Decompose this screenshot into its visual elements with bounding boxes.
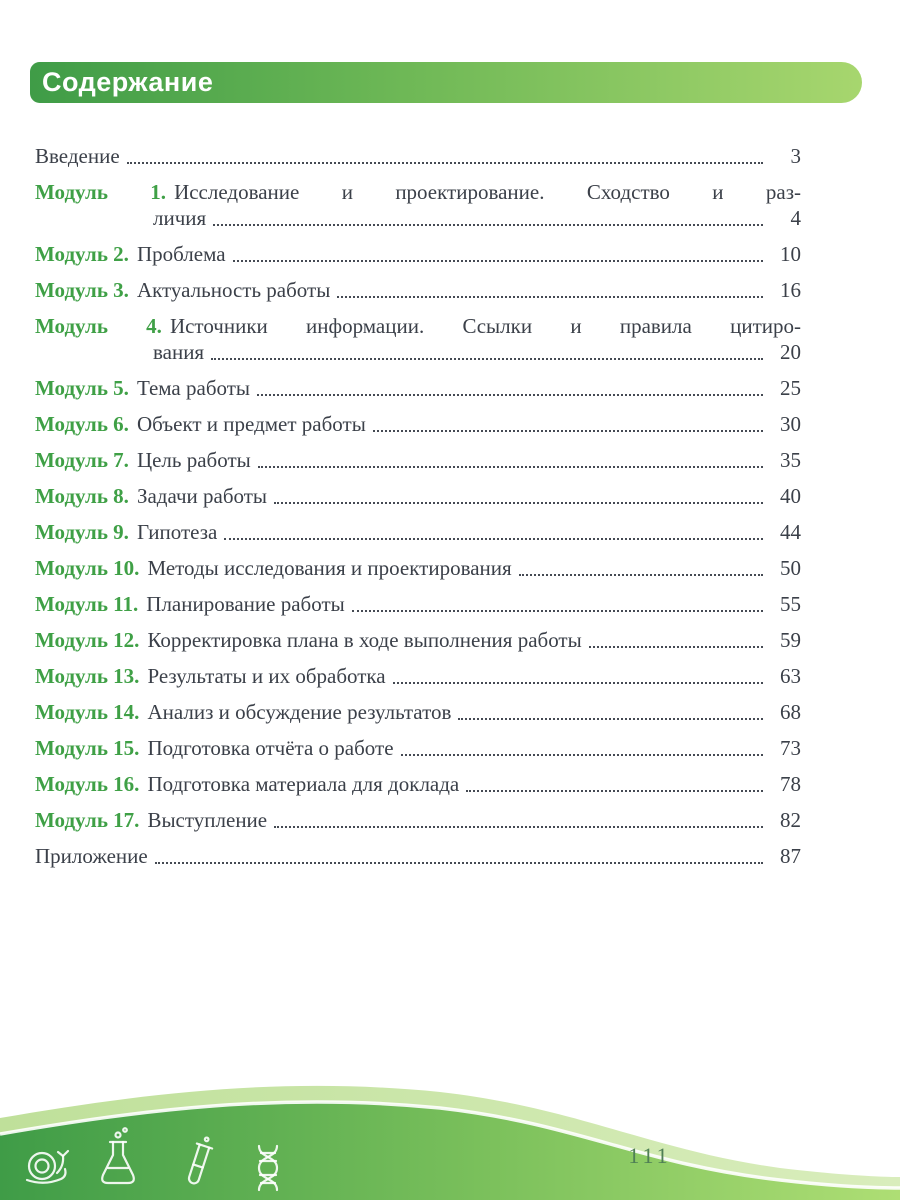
toc-list xyxy=(35,143,801,879)
toc-entry-line xyxy=(35,591,801,617)
dot-leader xyxy=(352,610,763,612)
dot-leader xyxy=(155,862,763,864)
toc-entry xyxy=(35,735,801,761)
entry-page-number: 59 xyxy=(780,628,801,652)
dot-leader xyxy=(589,646,763,648)
entry-page-number: 68 xyxy=(780,700,801,724)
entry-text xyxy=(35,483,267,509)
entry-page-number: 44 xyxy=(780,520,801,544)
entry-text xyxy=(35,807,267,833)
contents-header xyxy=(30,62,862,103)
dot-leader xyxy=(258,466,763,468)
toc-entry-line xyxy=(35,555,801,581)
entry-page-number: 30 xyxy=(780,412,801,436)
toc-entry-line xyxy=(35,843,801,869)
toc-entry-line xyxy=(35,663,801,689)
toc-entry-line xyxy=(35,179,801,205)
toc-entry xyxy=(35,241,801,267)
toc-entry xyxy=(35,555,801,581)
module-label: Модуль 2. xyxy=(35,242,129,266)
module-label: Модуль 10. xyxy=(35,556,140,580)
toc-entry-line xyxy=(35,735,801,761)
entry-title-continued: личия xyxy=(153,206,207,230)
dot-leader xyxy=(393,682,763,684)
book-page-number: 111 xyxy=(628,1143,672,1168)
entry-title: Подготовка материала для доклада xyxy=(147,772,460,796)
module-label: Модуль 11. xyxy=(35,592,139,616)
toc-entry xyxy=(35,483,801,509)
entry-text xyxy=(35,179,801,205)
module-label: Модуль 1. xyxy=(35,180,167,204)
toc-entry xyxy=(35,699,801,725)
toc-entry-line xyxy=(35,807,801,833)
toc-entry-continuation xyxy=(35,205,801,231)
entry-title: Проблема xyxy=(136,242,226,266)
entry-text xyxy=(35,555,512,581)
entry-page-number: 25 xyxy=(780,376,801,400)
toc-entry-line xyxy=(35,411,801,437)
dot-leader xyxy=(274,826,763,828)
entry-page-number: 16 xyxy=(780,278,801,302)
toc-entry xyxy=(35,771,801,797)
entry-text xyxy=(35,277,330,303)
module-label: Модуль 4. xyxy=(35,314,162,338)
toc-entry xyxy=(35,313,801,365)
toc-entry-line xyxy=(35,519,801,545)
toc-entry-line xyxy=(35,447,801,473)
toc-entry-line xyxy=(35,375,801,401)
entry-title: Приложение xyxy=(35,844,148,868)
module-label: Модуль 6. xyxy=(35,412,129,436)
dot-leader xyxy=(127,162,763,164)
toc-entry xyxy=(35,143,801,169)
dot-leader xyxy=(213,224,763,226)
footer-wave-main xyxy=(0,1102,900,1200)
entry-page-number: 78 xyxy=(780,772,801,796)
entry-text xyxy=(35,663,386,689)
module-label: Модуль 5. xyxy=(35,376,129,400)
entry-title: Тема работы xyxy=(136,376,251,400)
module-label: Модуль 13. xyxy=(35,664,140,688)
entry-title: Гипотеза xyxy=(136,520,218,544)
toc-entry xyxy=(35,519,801,545)
toc-entry xyxy=(35,375,801,401)
entry-page-number: 10 xyxy=(780,242,801,266)
entry-title: Корректировка плана в ходе выполнения работы xyxy=(147,628,582,652)
dot-leader xyxy=(373,430,763,432)
entry-title: Задачи работы xyxy=(136,484,268,508)
toc-entry-line xyxy=(35,771,801,797)
entry-page-number: 35 xyxy=(780,448,801,472)
toc-entry xyxy=(35,179,801,231)
module-label: Модуль 15. xyxy=(35,736,140,760)
dot-leader xyxy=(257,394,763,396)
module-label: Модуль 7. xyxy=(35,448,129,472)
entry-page-number: 73 xyxy=(780,736,801,760)
entry-text xyxy=(35,735,394,761)
dot-leader xyxy=(211,358,763,360)
toc-entry xyxy=(35,591,801,617)
entry-text xyxy=(35,699,451,725)
module-label: Модуль 17. xyxy=(35,808,140,832)
toc-entry-line xyxy=(35,277,801,303)
toc-entry-line xyxy=(35,627,801,653)
entry-page-number: 63 xyxy=(780,664,801,688)
entry-title: Введение xyxy=(35,144,120,168)
toc-entry-line xyxy=(35,241,801,267)
module-label: Модуль 12. xyxy=(35,628,140,652)
entry-page-number: 20 xyxy=(780,340,801,364)
toc-entry-line xyxy=(35,699,801,725)
entry-title: Планирование работы xyxy=(146,592,345,616)
toc-entry-line xyxy=(35,313,801,339)
dot-leader xyxy=(401,754,763,756)
entry-title: Источники информации. Ссылки и правила цитиро- xyxy=(169,314,801,338)
entry-text xyxy=(35,627,582,653)
toc-entry xyxy=(35,411,801,437)
entry-text xyxy=(35,843,148,869)
entry-page-number: 55 xyxy=(780,592,801,616)
entry-text xyxy=(35,591,345,617)
dot-leader xyxy=(274,502,763,504)
entry-title-continued: вания xyxy=(153,340,205,364)
dot-leader xyxy=(519,574,763,576)
entry-text xyxy=(35,241,226,267)
module-label: Модуль 8. xyxy=(35,484,129,508)
toc-entry-line xyxy=(35,143,801,169)
dot-leader xyxy=(466,790,763,792)
entry-title: Выступление xyxy=(147,808,268,832)
toc-entry xyxy=(35,627,801,653)
dot-leader xyxy=(233,260,763,262)
entry-text xyxy=(35,375,250,401)
entry-title: Анализ и обсуждение результатов xyxy=(147,700,452,724)
toc-entry xyxy=(35,277,801,303)
toc-entry-line xyxy=(35,483,801,509)
entry-title: Исследование и проектирование. Сходство и раз- xyxy=(174,180,802,204)
entry-title: Объект и предмет работы xyxy=(136,412,366,436)
entry-title: Методы исследования и проектирования xyxy=(147,556,512,580)
entry-page-number: 3 xyxy=(790,144,801,168)
dot-leader xyxy=(224,538,763,540)
toc-entry-continuation xyxy=(35,339,801,365)
entry-page-number: 40 xyxy=(780,484,801,508)
toc-entry xyxy=(35,807,801,833)
entry-text xyxy=(35,411,366,437)
dot-leader xyxy=(458,718,763,720)
entry-page-number: 82 xyxy=(780,808,801,832)
dot-leader xyxy=(337,296,763,298)
toc-entry xyxy=(35,447,801,473)
toc-entry xyxy=(35,663,801,689)
toc-entry xyxy=(35,843,801,869)
module-label: Модуль 9. xyxy=(35,520,129,544)
entry-title: Подготовка отчёта о работе xyxy=(147,736,394,760)
entry-text xyxy=(35,313,801,339)
entry-page-number: 87 xyxy=(780,844,801,868)
entry-text xyxy=(35,143,120,169)
entry-text xyxy=(35,447,251,473)
entry-text xyxy=(35,519,217,545)
footer-decoration xyxy=(0,1050,900,1200)
entry-title: Цель работы xyxy=(136,448,251,472)
module-label: Модуль 3. xyxy=(35,278,129,302)
entry-text xyxy=(35,771,459,797)
module-label: Модуль 16. xyxy=(35,772,140,796)
page-title: Содержание xyxy=(42,67,214,97)
entry-title: Результаты и их обработка xyxy=(147,664,386,688)
entry-page-number: 50 xyxy=(780,556,801,580)
entry-title: Актуальность работы xyxy=(136,278,331,302)
entry-page-number: 4 xyxy=(790,206,801,230)
module-label: Модуль 14. xyxy=(35,700,140,724)
